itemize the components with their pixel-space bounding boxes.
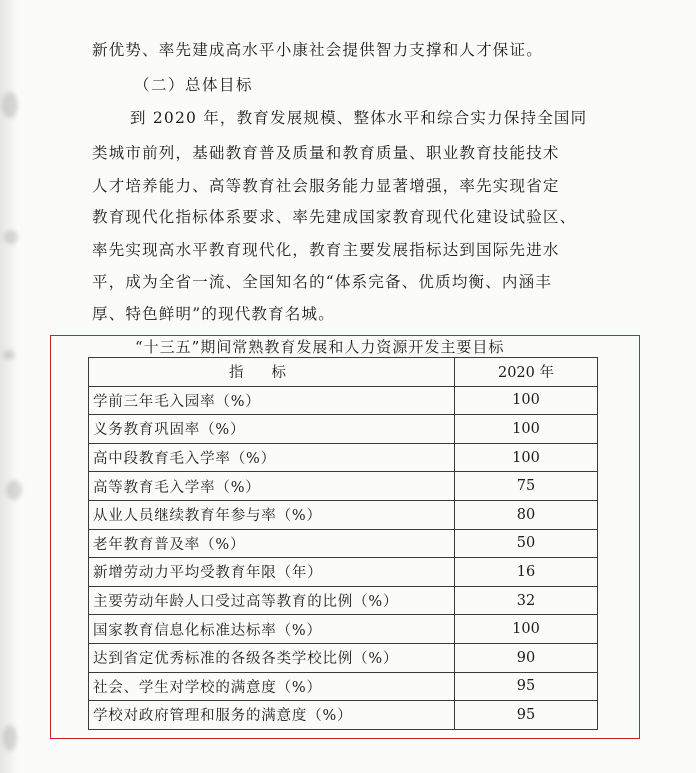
table-title: “十三五”期间常熟教育发展和人力资源开发主要目标: [135, 338, 505, 356]
paragraph-line: 到 2020 年，教育发展规模、整体水平和综合实力保持全国同: [130, 109, 588, 127]
paragraph-line: 教育现代化指标体系要求、率先建成国家教育现代化建设试验区、: [92, 208, 577, 226]
indicator-cell: 学前三年毛入园率（%）: [89, 386, 455, 415]
table-row: [89, 615, 598, 644]
table-row: [89, 472, 598, 501]
paragraph-line: 平，成为全省一流、全国知名的“体系完备、优质均衡、内涵丰: [92, 273, 553, 291]
value-cell: 80: [455, 500, 598, 529]
paragraph-line: 新优势、率先建成高水平小康社会提供智力支撑和人才保证。: [92, 41, 543, 59]
paragraph-line: 类城市前列，基础教育普及质量和教育质量、职业教育技能技术: [92, 144, 560, 162]
value-cell: 95: [455, 701, 598, 730]
value-cell: 100: [455, 386, 598, 415]
value-cell: 100: [455, 615, 598, 644]
indicator-cell: 主要劳动年龄人口受过高等教育的比例（%）: [89, 586, 455, 615]
value-cell: 100: [455, 415, 598, 444]
paragraph-line: 厚、特色鲜明”的现代教育名城。: [92, 305, 335, 323]
targets-table: [88, 357, 598, 730]
indicator-cell: 新增劳动力平均受教育年限（年）: [89, 558, 455, 587]
value-cell: 95: [455, 672, 598, 701]
paragraph-line: 人才培养能力、高等教育社会服务能力显著增强，率先实现省定: [92, 177, 560, 195]
table-row: [89, 558, 598, 587]
section-heading: （二）总体目标: [134, 76, 254, 94]
value-cell: 16: [455, 558, 598, 587]
scan-smudge: [2, 92, 18, 118]
table-row: [89, 586, 598, 615]
indicator-cell: 从业人员继续教育年参与率（%）: [89, 500, 455, 529]
scan-smudge: [4, 230, 18, 244]
indicator-cell: 高等教育毛入学率（%）: [89, 472, 455, 501]
table-row: [89, 643, 598, 672]
value-cell: 90: [455, 643, 598, 672]
indicator-cell: 达到省定优秀标准的各级各类学校比例（%）: [89, 643, 455, 672]
indicator-cell: 学校对政府管理和服务的满意度（%）: [89, 701, 455, 730]
indicator-cell: 老年教育普及率（%）: [89, 529, 455, 558]
indicator-cell: 高中段教育毛入学率（%）: [89, 443, 455, 472]
value-cell: 100: [455, 443, 598, 472]
value-cell: 75: [455, 472, 598, 501]
table-row: [89, 415, 598, 444]
scan-smudge: [3, 350, 15, 360]
scan-smudge: [3, 725, 17, 751]
indicator-cell: 国家教育信息化标准达标率（%）: [89, 615, 455, 644]
value-cell: 32: [455, 586, 598, 615]
table-row: [89, 529, 598, 558]
header-year: 2020 年: [455, 358, 598, 387]
table-row: [89, 443, 598, 472]
indicator-cell: 社会、学生对学校的满意度（%）: [89, 672, 455, 701]
table-row: [89, 500, 598, 529]
table-header-row: [89, 358, 598, 387]
header-indicator: 指标: [89, 358, 455, 387]
indicator-cell: 义务教育巩固率（%）: [89, 415, 455, 444]
paragraph-line: 率先实现高水平教育现代化，教育主要发展指标达到国际先进水: [92, 241, 560, 259]
table-row: [89, 672, 598, 701]
table-row: [89, 701, 598, 730]
value-cell: 50: [455, 529, 598, 558]
scan-smudge: [6, 480, 22, 500]
table-row: [89, 386, 598, 415]
